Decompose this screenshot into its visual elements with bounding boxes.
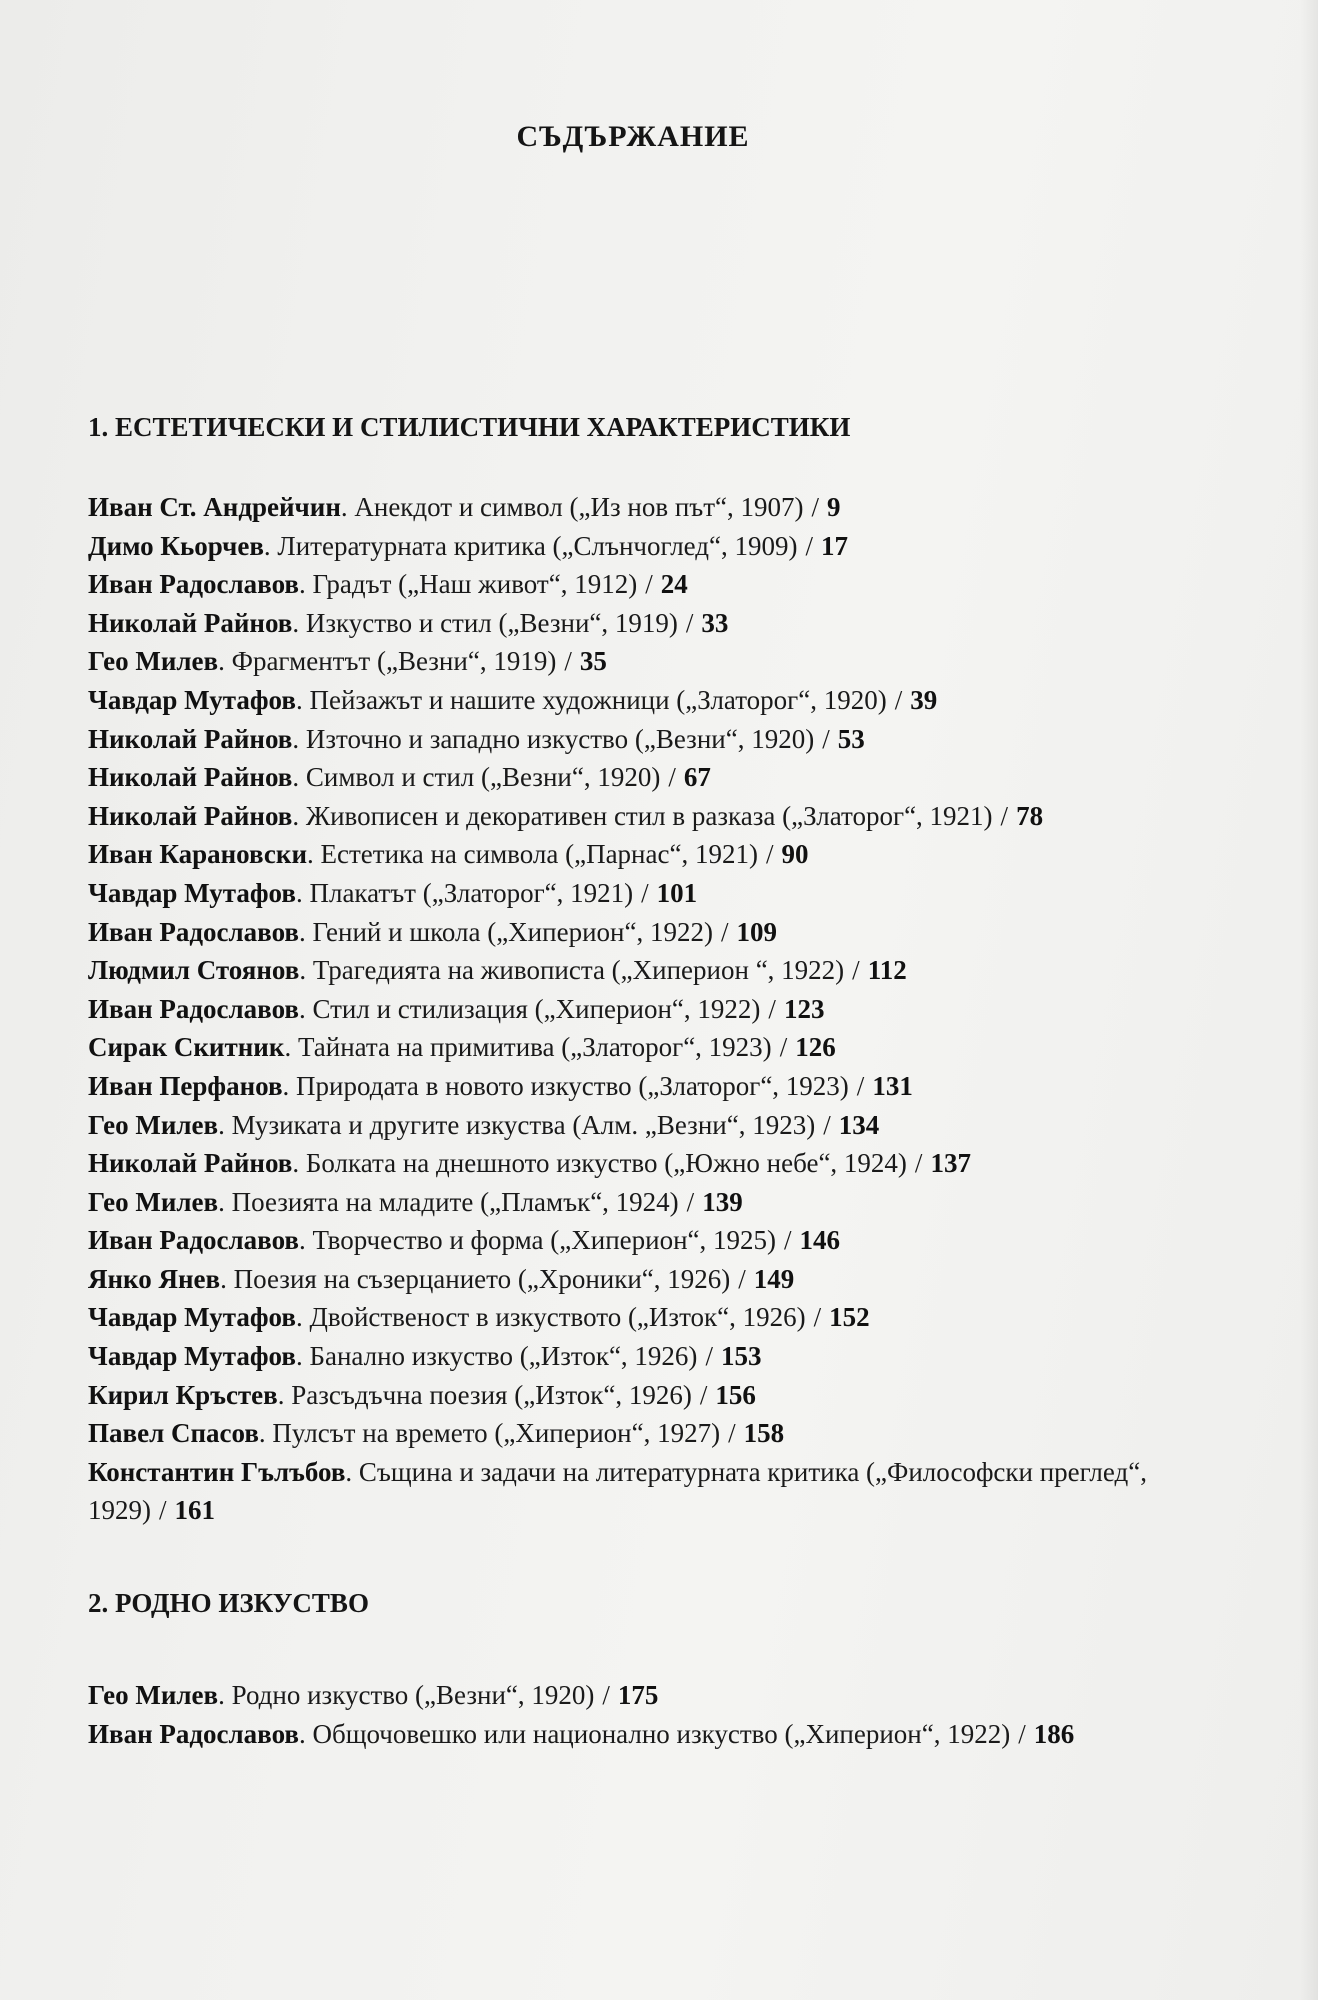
toc-entry [88, 913, 1183, 952]
toc-entry [88, 835, 1183, 874]
entry-title: . Творчество и форма („Хиперион“, 1925) [298, 1225, 777, 1256]
entry-title: . Родно изкуство („Везни“, 1920) [218, 1680, 595, 1710]
entry-page-number: 112 [867, 955, 907, 986]
toc-entry [88, 758, 1183, 797]
entry-separator: / [728, 1418, 736, 1449]
entry-separator: / [784, 1225, 792, 1256]
toc-entry [88, 1067, 1183, 1106]
toc-entry [88, 565, 1183, 604]
entry-page-number: 53 [837, 723, 865, 754]
entry-author: Иван Радославов [88, 916, 299, 947]
toc-entry [88, 1144, 1183, 1183]
entry-author: Николай Райнов [88, 723, 293, 754]
entry-title: . Тайната на примитива („Златорог“, 1923) [284, 1032, 772, 1063]
entry-author: Чавдар Мутафов [88, 684, 296, 715]
entry-author: Иван Радославов [88, 1225, 299, 1256]
entry-separator: / [686, 1186, 695, 1217]
entry-title: . Природата в новото изкуство („Златорог“, 1923) [282, 1070, 849, 1101]
entry-separator: / [738, 1263, 746, 1294]
entry-separator: / [159, 1495, 167, 1526]
entry-page-number: 134 [838, 1109, 880, 1140]
entry-page-number: 152 [829, 1302, 870, 1333]
entry-page-number: 9 [827, 492, 841, 522]
entry-author: Николай Райнов [88, 1148, 293, 1179]
toc-entry [88, 1028, 1183, 1067]
entry-separator: / [823, 1109, 831, 1140]
entry-title: . Двойственост в изкуството („Изток“, 1926) [295, 1302, 806, 1333]
entry-page-number: 35 [579, 646, 607, 677]
toc-entry [88, 1337, 1183, 1376]
entry-author: Людмил Стоянов [88, 955, 300, 986]
entry-page-number: 149 [753, 1263, 795, 1294]
entry-title: . Изкуство и стил („Везни“, 1919) [292, 607, 678, 638]
entry-page-number: 156 [715, 1379, 756, 1410]
entry-title: . Банално изкуство („Изток“, 1926) [295, 1341, 698, 1372]
entry-page-number: 131 [872, 1070, 913, 1101]
toc-entry [88, 604, 1183, 643]
entry-separator: / [852, 955, 860, 986]
entry-title: . Музиката и другите изкуства (Алм. „Везни“, 1923) [218, 1109, 816, 1140]
entry-separator: / [641, 877, 649, 908]
entry-page-number: 161 [174, 1495, 216, 1526]
entry-separator: / [822, 723, 830, 754]
entry-page-number: 90 [781, 839, 809, 870]
entry-title: . Поезията на младите („Пламък“, 1924) [218, 1186, 679, 1217]
entry-title: . Разсъдъчна поезия („Изток“, 1926) [277, 1379, 692, 1410]
entry-title: . Литературната критика („Слънчоглед“, 1909) [263, 530, 798, 561]
entry-title: . Пейзажът и нашите художници („Златорог“, 1920) [295, 684, 887, 715]
toc-entry [88, 527, 1183, 566]
entry-separator: / [805, 530, 814, 561]
page-title: СЪДЪРЖАНИЕ [516, 120, 750, 153]
toc-entry [88, 488, 1183, 527]
entry-page-number: 101 [656, 877, 698, 908]
entry-page-number: 123 [783, 993, 825, 1024]
entry-title: . Плакатът („Златорог“, 1921) [295, 877, 634, 908]
toc-entry [88, 720, 1183, 759]
entry-page-number: 153 [720, 1341, 762, 1372]
entry-page-number: 33 [701, 607, 729, 638]
toc-entry [88, 1453, 1183, 1530]
entry-title: . Поезия на съзерцанието („Хроники“, 1926) [220, 1263, 731, 1294]
entry-separator: / [1000, 800, 1009, 831]
entry-author: Димо Кьорчев [88, 530, 264, 561]
toc-list [88, 488, 1183, 1530]
entry-title: . Пулсът на времето („Хиперион“, 1927) [258, 1418, 721, 1449]
entry-title: . Източно и западно изкуство („Везни“, 1920) [292, 723, 815, 754]
section-heading: 2. РОДНО ИЗКУСТВО [88, 1588, 369, 1618]
entry-separator: / [705, 1341, 713, 1372]
entry-separator: / [564, 646, 572, 677]
entry-author: Гео Милев [88, 646, 219, 677]
toc-entry [88, 990, 1183, 1029]
entry-page-number: 126 [795, 1032, 836, 1063]
entry-separator: / [668, 762, 676, 793]
entry-title: . Общочовешко или национално изкуство („Хиперион“, 1922) [298, 1718, 1011, 1749]
entry-page-number: 137 [930, 1148, 971, 1179]
entry-author: Гео Милев [88, 1186, 219, 1217]
entry-author: Гео Милев [88, 1109, 219, 1140]
entry-title: . Символ и стил („Везни“, 1920) [292, 762, 661, 793]
entry-separator: / [813, 1302, 822, 1333]
entry-page-number: 67 [683, 762, 711, 793]
entry-author: Иван Ст. Андрейчин [88, 492, 341, 522]
entry-author: Иван Перфанов [88, 1070, 283, 1101]
entry-author: Чавдар Мутафов [88, 877, 296, 908]
toc-entry [88, 1715, 1183, 1754]
entry-author: Чавдар Мутафов [88, 1341, 296, 1372]
entry-title: . Фрагментът („Везни“, 1919) [218, 646, 557, 677]
entry-page-number: 109 [736, 916, 777, 947]
toc-entry [88, 1376, 1183, 1415]
entry-separator: / [699, 1379, 708, 1410]
entry-page-number: 186 [1033, 1718, 1075, 1749]
entry-page-number: 78 [1016, 800, 1044, 831]
section-heading: 1. ЕСТЕТИЧЕСКИ И СТИЛИСТИЧНИ ХАРАКТЕРИСТИКИ [88, 412, 851, 442]
entry-author: Иван Карановски [88, 839, 308, 870]
entry-separator: / [602, 1680, 610, 1710]
toc-entry [88, 681, 1183, 720]
entry-title: . Градът („Наш живот“, 1912) [298, 569, 638, 600]
entry-title: . Живописен и декоративен стил в разказа („Златорог“, 1921) [292, 800, 993, 831]
entry-separator: / [779, 1032, 788, 1063]
toc-entry [88, 951, 1183, 990]
entry-separator: / [856, 1070, 865, 1101]
entry-title: . Анекдот и символ („Из нов път“, 1907) [340, 492, 804, 522]
entry-author: Янко Янев [88, 1263, 221, 1294]
toc-entry [88, 1106, 1183, 1145]
entry-title: . Гений и школа („Хиперион“, 1922) [298, 916, 713, 947]
entry-page-number: 158 [743, 1418, 785, 1449]
toc-entry [88, 1260, 1183, 1299]
entry-separator: / [914, 1148, 923, 1179]
entry-title: . Трагедията на живописта („Хиперион “, 1922) [299, 955, 845, 986]
entry-separator: / [720, 916, 729, 947]
entry-separator: / [894, 684, 903, 715]
entry-separator: / [685, 607, 694, 638]
toc-entry [88, 1676, 1183, 1715]
entry-separator: / [1018, 1718, 1026, 1749]
entry-title: . Естетика на символа („Парнас“, 1921) [307, 839, 758, 870]
entry-separator: / [768, 993, 776, 1024]
entry-separator: / [811, 492, 820, 522]
toc-entry [88, 1221, 1183, 1260]
entry-author: Гео Милев [88, 1680, 219, 1710]
entry-author: Сирак Скитник [88, 1032, 285, 1063]
entry-page-number: 17 [821, 530, 849, 561]
entry-author: Иван Радославов [88, 569, 299, 600]
entry-page-number: 175 [617, 1680, 659, 1710]
entry-author: Николай Райнов [88, 607, 293, 638]
entry-author: Николай Райнов [88, 762, 293, 793]
toc-list [88, 1676, 1183, 1753]
entry-author: Чавдар Мутафов [88, 1302, 296, 1333]
entry-author: Иван Радославов [88, 993, 299, 1024]
entry-separator: / [765, 839, 774, 870]
entry-page-number: 39 [910, 684, 938, 715]
toc-entry [88, 797, 1183, 836]
entry-page-number: 139 [702, 1186, 743, 1217]
entry-separator: / [645, 569, 653, 600]
entry-title: . Стил и стилизация („Хиперион“, 1922) [298, 993, 761, 1024]
entry-author: Павел Спасов [88, 1418, 259, 1449]
entry-title: . Същина и задачи на литературната критика („Философски преглед“, 1929) [88, 1456, 1147, 1526]
entry-page-number: 146 [799, 1225, 841, 1256]
toc-entry [88, 642, 1183, 681]
entry-author: Константин Гълъбов [88, 1456, 346, 1487]
toc-entry [88, 874, 1183, 913]
page-edge-shadow [1300, 0, 1318, 2000]
entry-author: Кирил Кръстев [88, 1379, 278, 1410]
entry-author: Николай Райнов [88, 800, 293, 831]
toc-entry [88, 1414, 1183, 1453]
toc-entry [88, 1298, 1183, 1337]
entry-author: Иван Радославов [88, 1718, 299, 1749]
entry-title: . Болката на днешното изкуство („Южно небе“, 1924) [292, 1148, 907, 1179]
toc-entry [88, 1183, 1183, 1222]
entry-page-number: 24 [660, 569, 688, 600]
